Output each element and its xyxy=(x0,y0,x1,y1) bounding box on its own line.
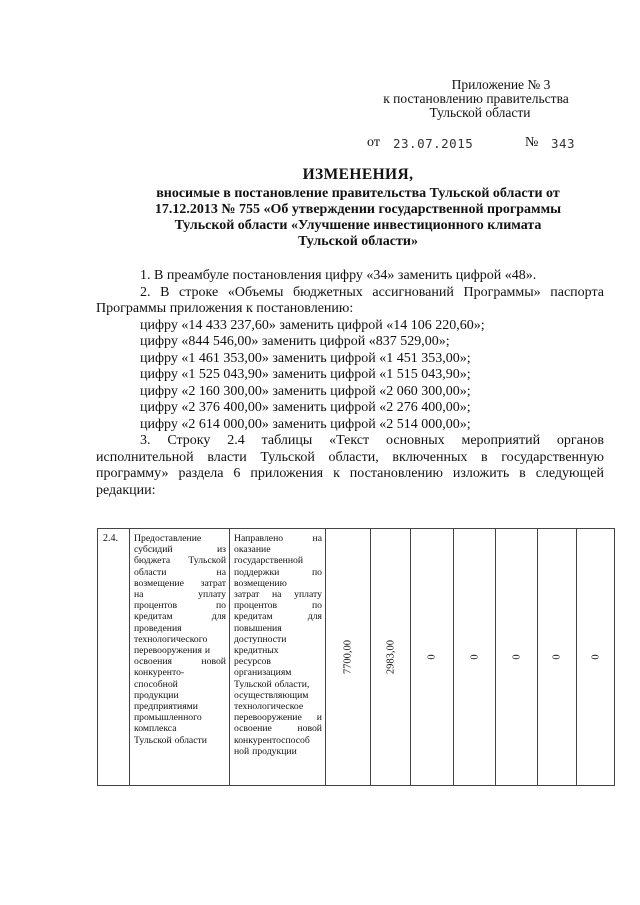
event-name-line: комплекса xyxy=(134,723,177,735)
decree-date: 23.07.2015 xyxy=(393,136,474,151)
event-purpose-line: процентов по xyxy=(234,600,322,612)
event-purpose-line: ной продукции xyxy=(234,745,297,757)
event-purpose-line: Направлено на xyxy=(234,533,322,544)
value-zero: 0 xyxy=(590,654,601,660)
event-purpose-line: кредитных xyxy=(234,645,279,657)
event-purpose-line: кредитам для xyxy=(234,611,322,623)
value-cell-6 xyxy=(538,529,577,786)
event-name-line: продукции xyxy=(134,689,179,701)
event-purpose-cell xyxy=(230,529,326,786)
appendix-number: Приложение № 3 xyxy=(451,77,551,92)
replacement-line: цифру «2 614 000,00» заменить цифрой «2 514 000,00»; xyxy=(140,416,471,432)
replacement-line: цифру «1 525 043,90» заменить цифрой «1 515 043,90»; xyxy=(140,367,471,382)
from-label: от xyxy=(367,135,380,150)
replacement-line: цифру «1 461 353,00» заменить цифрой «1 451 353,00»; xyxy=(140,350,471,366)
value-cell-5 xyxy=(496,529,538,786)
event-name-line: освоения новой xyxy=(134,656,226,668)
event-name-cell xyxy=(130,529,230,786)
row-number-cell xyxy=(98,529,130,786)
appendix-region: Тульской области xyxy=(429,105,531,120)
value-cell-2 xyxy=(371,529,411,786)
replacement-line: цифру «2 376 400,00» заменить цифрой «2 276 400,00»; xyxy=(140,400,471,415)
number-label: № xyxy=(525,135,539,150)
event-purpose-line: доступности xyxy=(234,633,287,645)
event-purpose-line: государственной xyxy=(234,555,304,567)
event-name-line: кредитам для xyxy=(134,611,226,623)
event-name-line: конкуренто- xyxy=(134,667,185,679)
event-purpose-line: организациям xyxy=(234,667,292,679)
title-line-4: Тульской области» xyxy=(298,234,418,249)
document-body xyxy=(96,268,604,499)
value-cell-3 xyxy=(411,529,454,786)
value-zero: 0 xyxy=(426,654,438,660)
title-heading: ИЗМЕНЕНИЯ, xyxy=(302,166,414,183)
value-zero: 0 xyxy=(469,654,480,660)
table-row xyxy=(98,529,615,786)
event-name-line: процентов по xyxy=(134,600,226,612)
event-purpose xyxy=(230,529,325,757)
event-name-line: технологического xyxy=(134,633,208,645)
replacement-line: цифру «14 433 237,60» заменить цифрой «14 106 220,60»; xyxy=(140,317,485,333)
value-zero: 0 xyxy=(511,654,522,660)
value-2983: 2983,00 xyxy=(385,639,396,675)
event-name-line: перевооружения и xyxy=(134,645,211,657)
event-purpose-line: технологическое xyxy=(234,701,304,713)
value-7700: 7700,00 xyxy=(342,639,354,675)
event-name-line: на уплату xyxy=(134,589,226,601)
paragraph-item-2: 2. В строке «Объемы бюджетных ассигнований Программы» паспорта Программы приложения к постановлению: xyxy=(96,284,604,316)
event-purpose-line: освоение новой xyxy=(234,723,322,735)
event-name-line: возмещение затрат xyxy=(134,577,226,589)
event-name-line: способной xyxy=(134,678,178,690)
title-line-1: вносимые в постановление правительства Тульской области от xyxy=(156,186,560,201)
row-number: 2.4. xyxy=(103,533,118,544)
title-line-2: 17.12.2013 № 755 «Об утверждении государственной программы xyxy=(154,202,562,217)
value-cell-1 xyxy=(326,529,371,786)
event-name-line: Предоставление xyxy=(134,533,202,544)
value-cell-4 xyxy=(454,529,496,786)
event-purpose-line: Тульской области, xyxy=(234,678,310,690)
event-purpose-line: осуществляющим xyxy=(234,689,309,701)
event-purpose-line: повышения xyxy=(234,622,282,634)
event-name-line: Тульской области xyxy=(134,734,207,746)
value-cell-7 xyxy=(577,529,615,786)
decree-number: 343 xyxy=(551,136,576,151)
event-name-line: области на xyxy=(134,566,226,578)
program-table xyxy=(97,528,615,786)
event-name-line: проведения xyxy=(134,622,182,634)
event-name-line: промышленного xyxy=(134,712,202,724)
event-purpose-line: затрат на уплату xyxy=(234,589,322,601)
document-title xyxy=(88,166,628,250)
event-purpose-line: оказание xyxy=(234,544,271,556)
event-purpose-line: поддержки по xyxy=(234,566,322,578)
appendix-header xyxy=(346,78,606,120)
event-name-line: субсидий из xyxy=(134,544,226,556)
event-purpose-line: возмещению xyxy=(234,577,287,589)
title-line-3: Тульской области «Улучшение инвестиционного климата xyxy=(174,218,542,233)
paragraph-item-3: 3. Строку 2.4 таблицы «Текст основных мероприятий органов исполнительной власти Тульской области, включенных в государственную программу» раздела 6 приложения к постановлению изложить в следующей редакции: xyxy=(96,433,604,498)
appendix-reference: к постановлению правительства xyxy=(383,91,569,106)
replacement-line: цифру «844 546,00» заменить цифрой «837 529,00»; xyxy=(140,334,450,349)
event-purpose-line: ресурсов xyxy=(234,656,271,668)
event-purpose-line: перевооружение и xyxy=(234,712,322,724)
event-name-line: бюджета Тульской xyxy=(134,555,226,567)
value-zero: 0 xyxy=(551,654,563,660)
event-name-line: предприятиями xyxy=(134,701,198,713)
event-purpose-line: конкурентоспособ xyxy=(234,734,310,746)
paragraph-item-1: 1. В преамбуле постановления цифру «34» заменить цифрой «48». xyxy=(140,268,537,283)
event-name xyxy=(130,529,229,746)
replacement-line: цифру «2 160 300,00» заменить цифрой «2 060 300,00»; xyxy=(140,383,471,399)
